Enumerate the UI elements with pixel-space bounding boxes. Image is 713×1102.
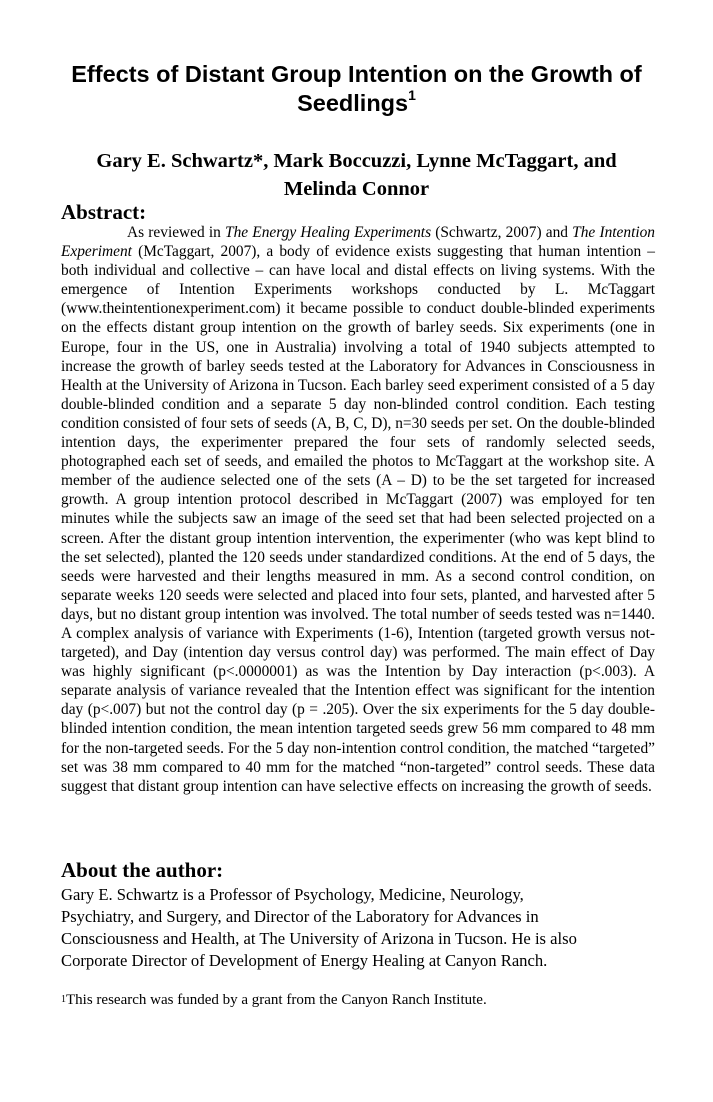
author-list [40,147,673,203]
footnote-mark: 1 [61,994,66,1005]
book-title: The Intention Experiment [61,224,656,261]
abstract-text [61,223,655,796]
title-footnote-mark: 1 [408,87,416,104]
about-text [61,884,661,972]
about-line: Gary E. Schwartz is a Professor of Psychology, Medicine, Neurology, [61,885,524,904]
book-title: The Energy Healing Experiments [225,224,432,241]
author-line: Melinda Connor [283,178,430,200]
about-line: Consciousness and Health, at The University of Arizona in Tucson. He is also [61,929,577,948]
about-heading: About the author: [61,858,224,882]
abstract-lead: As reviewed in [127,224,226,241]
paper-title-text: Effects of Distant Group Intention on the Growth of Seedlings [71,61,642,116]
abstract-rest: (McTaggart, 2007), a body of evidence exists suggesting that human intention – both individual and collective – can have local and distal effects on living systems. With the emergence of Intention Experiments workshops conducted by L. McTaggart (www.theintentionexperiment.com) it became possible to conduct double-blinded experiments on the effects distant group intention on the growth of barley seeds. Six experiments (one in Europe, four in the US, one in Australia) involving a total of 1940 subjects attempted to increase the growth of barley seeds tested at the Laboratory for Advances in Consciousness in Health at the University of Arizona in Tucson. Each barley seed experiment consisted of a 5 day double-blinded condition and a separate 5 day non-blinded control condition. Each testing condition consisted of four sets of seeds (A, B, C, D), n=30 seeds per set. On the double-blinded intention days, the experimenter prepared the four sets of randomly selected seeds, photographed each set of seeds, and emailed the photos to McTaggart at the workshop site. A member of the audience selected one of the sets (A – D) to be the set targeted for increased growth. A group intention protocol described in McTaggart (2007) was employed for ten minutes while the subjects saw an image of the seed set that had been selected projected on a screen. After the distant group intention intervention, the experimenter (who was kept blind to the set selected), planted the 120 seeds under standardized conditions. At the end of 5 days, the seeds were harvested and their lengths measured in mm. As a second control condition, on separate weeks 120 seeds were selected and placed into four sets, planted, and harvested after 5 days, but no distant group intention was involved. The total number of seeds tested was n=1440. A complex analysis of variance with Experiments (1-6), Intention (targeted growth versus not-targeted), and Day (intention day versus control day) was performed. The main effect of Day was highly significant (p<.0000001) as was the Intention by Day interaction (p<.003). A separate analysis of variance revealed that the Intention effect was significant for the intention day (p<.007) but not the control day (p = .205). Over the six experiments for the 5 day double-blinded intention condition, the mean intention targeted seeds grew 56 mm compared to 48 mm for the non-targeted seeds. For the 5 day non-intention control condition, the matched “targeted” set was 38 mm compared to 40 mm for the matched “non-targeted” control seeds. These data suggest that distant group intention can have selective effects on increasing the growth of seeds. [61,243,655,795]
footnote-text: This research was funded by a grant from the Canyon Ranch Institute. [66,992,487,1008]
abstract-mid: (Schwartz, 2007) and [431,224,573,241]
about-line: Corporate Director of Development of Energy Healing at Canyon Ranch. [61,951,548,970]
abstract-heading: Abstract: [61,200,147,224]
paper-title [40,60,673,118]
about-line: Psychiatry, and Surgery, and Director of the Laboratory for Advances in [61,907,539,926]
footnote [61,990,661,1010]
author-line: Gary E. Schwartz*, Mark Boccuzzi, Lynne McTaggart, and [96,150,617,172]
